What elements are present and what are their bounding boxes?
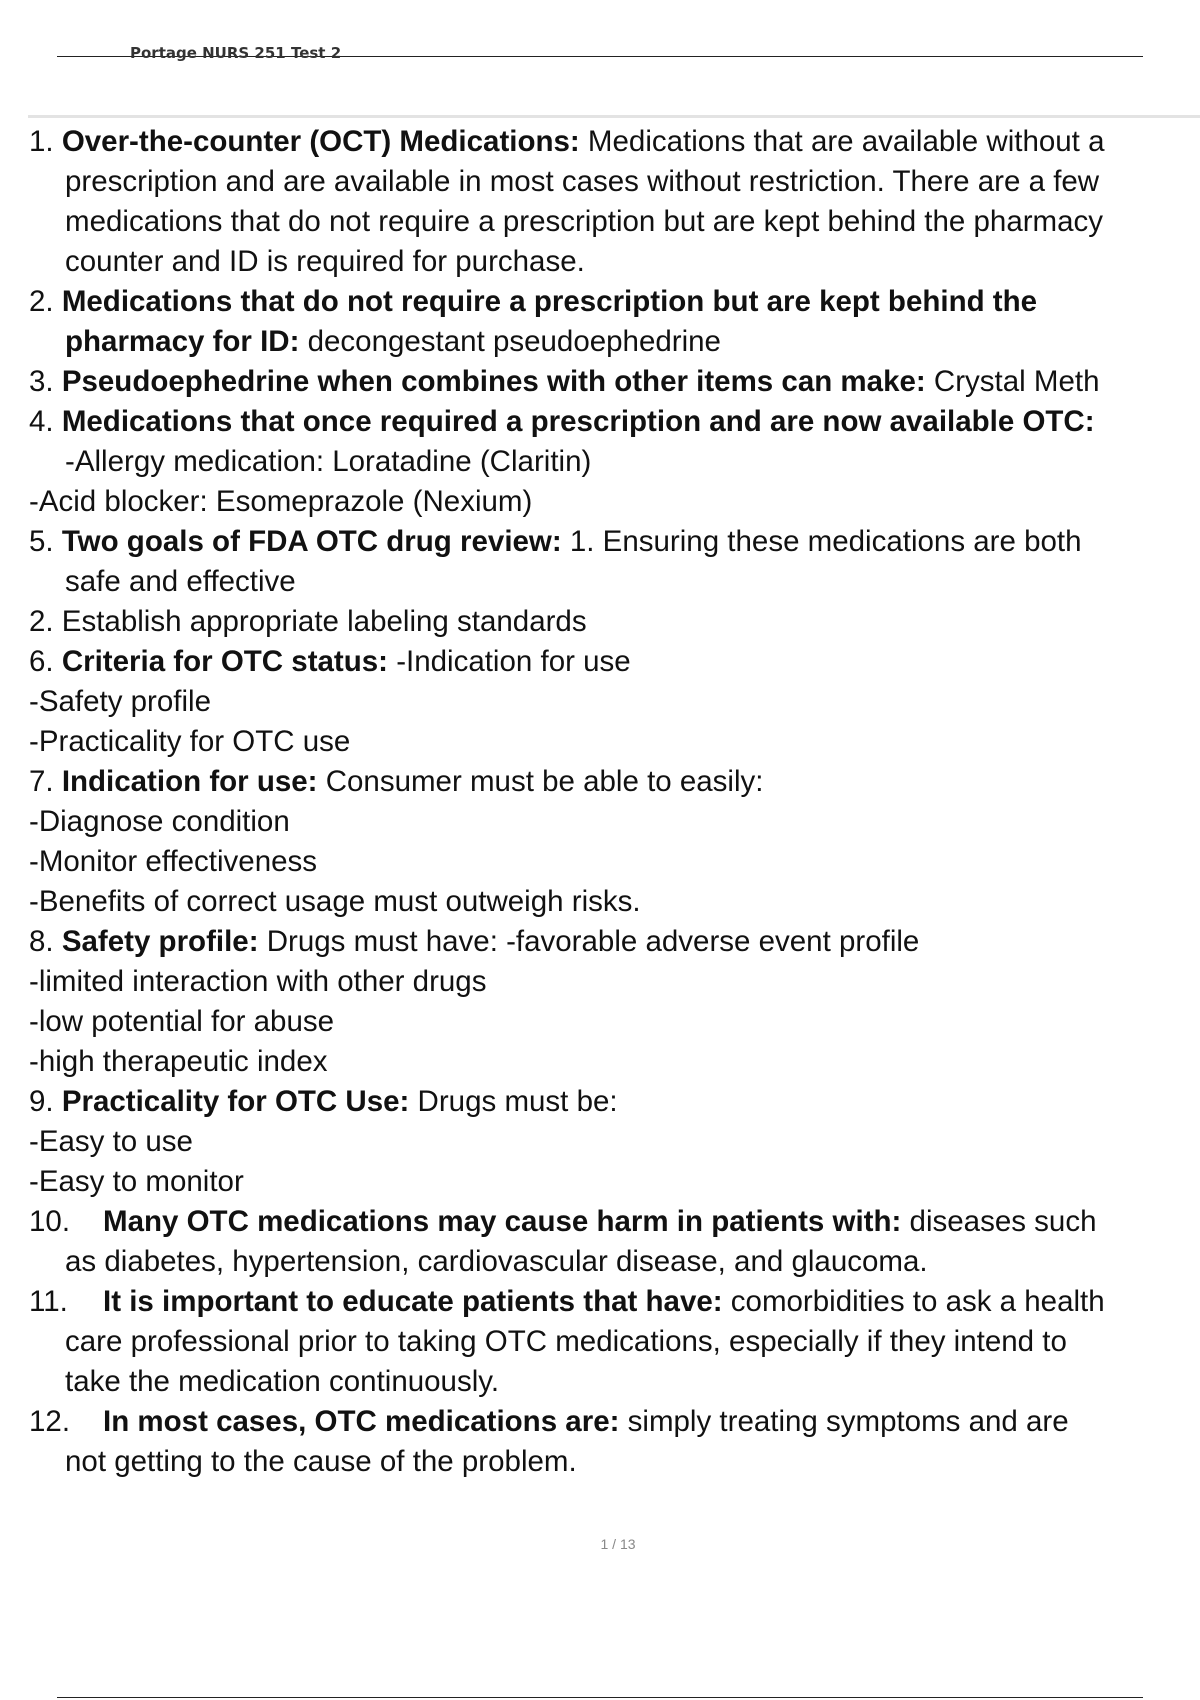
item-term: Medications that once required a prescription and are now available OTC: bbox=[61, 405, 1095, 438]
item-continuation: -Diagnose condition bbox=[29, 805, 290, 838]
item-text: decongestant pseudoephedrine bbox=[299, 325, 721, 358]
item-text: -Indication for use bbox=[388, 645, 631, 678]
item-continuation: -Allergy medication: Loratadine (Claritin) bbox=[65, 445, 592, 478]
item-continuation: -limited interaction with other drugs bbox=[29, 965, 487, 998]
item-continuation: -Easy to monitor bbox=[29, 1165, 244, 1198]
item-number: 7. bbox=[29, 765, 54, 798]
item-continuation: as diabetes, hypertension, cardiovascular disease, and glaucoma. bbox=[65, 1245, 928, 1278]
item-continuation: -low potential for abuse bbox=[29, 1005, 335, 1038]
item-term: Two goals of FDA OTC drug review: bbox=[61, 525, 562, 558]
item-number: 10. bbox=[29, 1205, 71, 1238]
item-text: Drugs must have: -favorable adverse event profile bbox=[258, 925, 920, 958]
item-term: Practicality for OTC Use: bbox=[61, 1085, 410, 1118]
item-continuation: medications that do not require a prescription but are kept behind the pharmacy bbox=[65, 205, 1104, 238]
item-text: Crystal Meth bbox=[925, 365, 1100, 398]
item-text: 1. Ensuring these medications are both bbox=[561, 525, 1082, 558]
item-term: Criteria for OTC status: bbox=[61, 645, 388, 678]
item-term: Medications that do not require a prescription but are kept behind the bbox=[61, 285, 1038, 318]
item-continuation: 2. Establish appropriate labeling standards bbox=[29, 605, 587, 638]
item-term: pharmacy for ID: bbox=[65, 325, 300, 358]
list-item-3 bbox=[0, 362, 1200, 402]
list-item-8 bbox=[0, 922, 1200, 962]
list-item-2 bbox=[0, 282, 1200, 322]
list-item-5 bbox=[0, 522, 1200, 562]
item-continuation: care professional prior to taking OTC medications, especially if they intend to bbox=[65, 1325, 1067, 1358]
item-term: Safety profile: bbox=[61, 925, 259, 958]
list-item-1 bbox=[0, 122, 1200, 162]
footer-rule bbox=[57, 1697, 1143, 1698]
list-item-7 bbox=[0, 762, 1200, 802]
item-continuation: -Acid blocker: Esomeprazole (Nexium) bbox=[29, 485, 533, 518]
list-item-10 bbox=[0, 1202, 1200, 1242]
item-number: 9. bbox=[29, 1085, 54, 1118]
item-number: 5. bbox=[29, 525, 54, 558]
item-continuation: -Safety profile bbox=[29, 685, 211, 718]
item-text: simply treating symptoms and are bbox=[619, 1405, 1069, 1438]
document-body bbox=[0, 122, 1200, 1482]
item-number: 11. bbox=[29, 1285, 68, 1318]
item-number: 3. bbox=[29, 365, 54, 398]
item-text: Drugs must be: bbox=[409, 1085, 618, 1118]
item-term: It is important to educate patients that have: bbox=[103, 1285, 723, 1318]
item-continuation: take the medication continuously. bbox=[65, 1365, 500, 1398]
item-continuation: -Practicality for OTC use bbox=[29, 725, 351, 758]
list-item-9 bbox=[0, 1082, 1200, 1122]
item-number: 1. bbox=[29, 125, 54, 158]
item-number: 6. bbox=[29, 645, 54, 678]
item-continuation: safe and effective bbox=[65, 565, 296, 598]
item-continuation bbox=[0, 322, 1200, 362]
page-divider bbox=[28, 115, 1200, 118]
item-number: 12. bbox=[29, 1405, 71, 1438]
list-item-12 bbox=[0, 1402, 1200, 1442]
item-text: comorbidities to ask a health bbox=[722, 1285, 1105, 1318]
item-term: Many OTC medications may cause harm in patients with: bbox=[103, 1205, 902, 1238]
item-number: 4. bbox=[29, 405, 54, 438]
header-title: Portage NURS 251 Test 2 bbox=[130, 44, 342, 62]
list-item-4 bbox=[0, 402, 1200, 442]
list-item-11 bbox=[0, 1282, 1200, 1322]
page-number: 1 / 13 bbox=[600, 1536, 636, 1552]
item-number: 2. bbox=[29, 285, 54, 318]
item-term: Indication for use: bbox=[61, 765, 318, 798]
item-term: Pseudoephedrine when combines with other items can make: bbox=[61, 365, 926, 398]
item-text: Consumer must be able to easily: bbox=[317, 765, 764, 798]
item-text: Medications that are available without a bbox=[579, 125, 1105, 158]
item-continuation: -Easy to use bbox=[29, 1125, 193, 1158]
list-item-6 bbox=[0, 642, 1200, 682]
item-term: In most cases, OTC medications are: bbox=[103, 1405, 620, 1438]
item-continuation: -Benefits of correct usage must outweigh risks. bbox=[29, 885, 641, 918]
item-number: 8. bbox=[29, 925, 54, 958]
item-term: Over-the-counter (OCT) Medications: bbox=[61, 125, 580, 158]
item-continuation: counter and ID is required for purchase. bbox=[65, 245, 585, 278]
item-continuation: -high therapeutic index bbox=[29, 1045, 328, 1078]
item-text: diseases such bbox=[901, 1205, 1097, 1238]
item-continuation: -Monitor effectiveness bbox=[29, 845, 318, 878]
item-continuation: prescription and are available in most cases without restriction. There are a few bbox=[65, 165, 1100, 198]
item-continuation: not getting to the cause of the problem. bbox=[65, 1445, 577, 1478]
